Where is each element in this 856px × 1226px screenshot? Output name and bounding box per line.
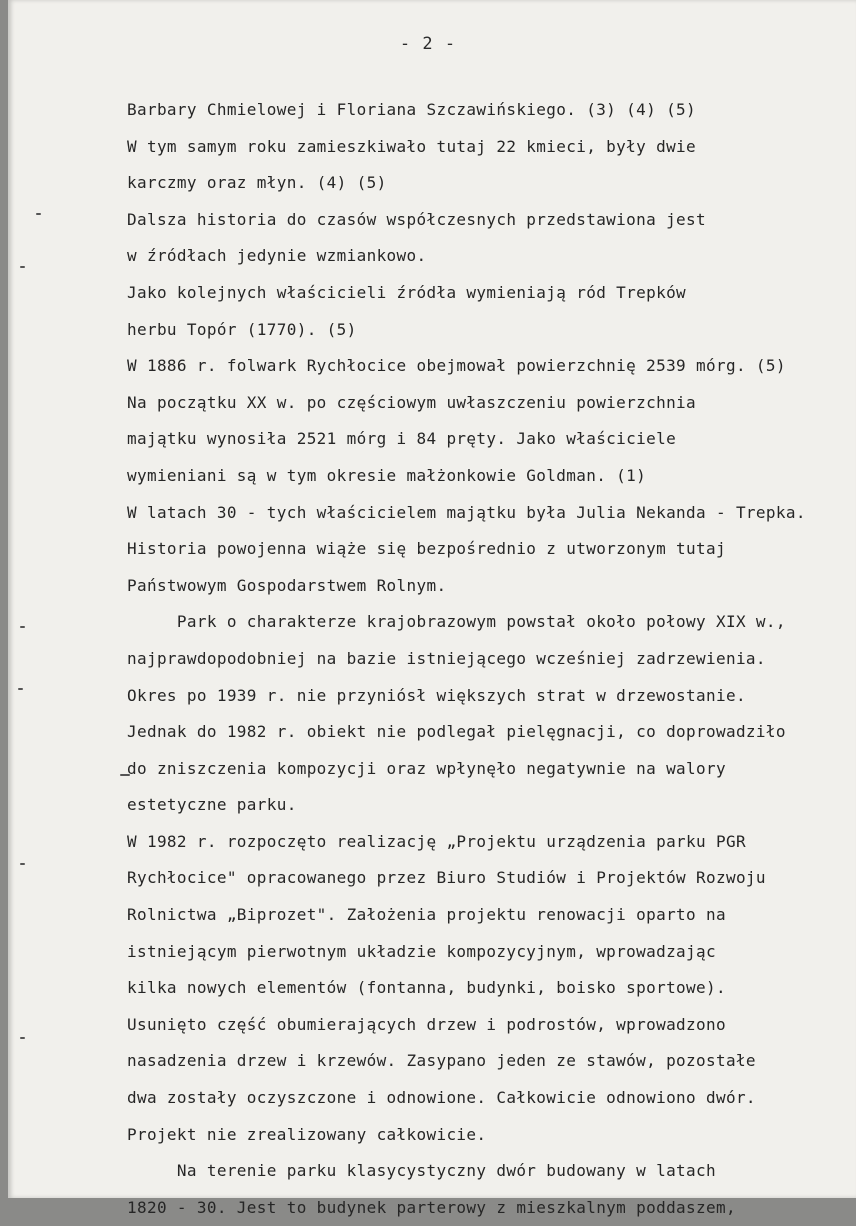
text-line: w źródłach jedynie wzmiankowo. [127,246,427,266]
text-line: Rolnictwa „Biprozet". Założenia projektu renowacji oparto na [127,905,726,925]
margin-mark [20,266,25,268]
margin-mark [18,688,23,690]
page-number: - 2 - [399,34,457,54]
text-line: 1820 - 30. Jest to budynek parterowy z mieszkalnym poddaszem, [127,1197,736,1217]
text-line: Okres po 1939 r. nie przyniósł większych strat w drzewostanie. [127,685,746,705]
text-line: majątku wynosiła 2521 mórg i 84 pręty. Jako właściciele [127,429,677,449]
text-line: Historia powojenna wiąże się bezpośrednio z utworzonym tutaj [127,539,726,559]
text-line: nasadzenia drzew i krzewów. Zasypano jeden ze stawów, pozostałe [127,1051,756,1071]
text-line: kilka nowych elementów (fontanna, budynki, boisko sportowe). [127,978,726,998]
text-line: Jednak do 1982 r. obiekt nie podlegał pielęgnacji, co doprowadziło [127,722,786,742]
text-line: Dalsza historia do czasów współczesnych przedstawiona jest [127,209,707,229]
text-line: do zniszczenia kompozycji oraz wpłynęło negatywnie na walory [127,758,726,778]
text-line: Usunięto część obumierających drzew i podrostów, wprowadzono [127,1014,726,1034]
text-line: W 1982 r. rozpoczęto realizację „Projektu urządzenia parku PGR [127,831,746,851]
text-line: Państwowym Gospodarstwem Rolnym. [127,575,447,595]
text-line: Na początku XX w. po częściowym uwłaszczeniu powierzchnia [127,392,697,412]
margin-mark [20,1037,25,1039]
text-line: estetyczne parku. [127,795,297,815]
text-line: najprawdopodobniej na bazie istniejącego wcześniej zadrzewienia. [127,648,766,668]
text-line: wymieniani są w tym okresie małżonkowie Goldman. (1) [127,465,647,485]
margin-mark [20,626,25,628]
text-line: herbu Topór (1770). (5) [127,319,357,339]
margin-mark [36,213,41,215]
body-text [127,92,847,1226]
text-line: istniejącym pierwotnym układzie kompozycyjnym, wprowadzając [127,941,716,961]
text-line: Projekt nie zrealizowany całkowicie. [127,1124,487,1144]
text-line: Barbary Chmielowej i Floriana Szczawińskiego. (3) (4) (5) [127,100,697,119]
text-line: Park o charakterze krajobrazowym powstał około połowy XIX w., [127,612,786,632]
text-line: Na terenie parku klasycystyczny dwór budowany w latach [127,1161,716,1181]
text-line: Jako kolejnych właścicieli źródła wymieniają ród Trepków [127,282,687,302]
text-line: karczmy oraz młyn. (4) (5) [127,173,387,193]
text-line: W 1886 r. folwark Rychłocice obejmował powierzchnię 2539 mórg. (5) [127,356,786,376]
text-line: Rychłocice" opracowanego przez Biuro Studiów i Projektów Rozwoju [127,868,766,888]
margin-mark [20,863,25,865]
text-line: W latach 30 - tych właścicielem majątku była Julia Nekanda - Trepka. [127,502,806,522]
text-line: dwa zostały oczyszczone i odnowione. Całkowicie odnowiono dwór. [127,1088,756,1108]
text-line: W tym samym roku zamieszkiwało tutaj 22 kmieci, były dwie [127,136,697,156]
